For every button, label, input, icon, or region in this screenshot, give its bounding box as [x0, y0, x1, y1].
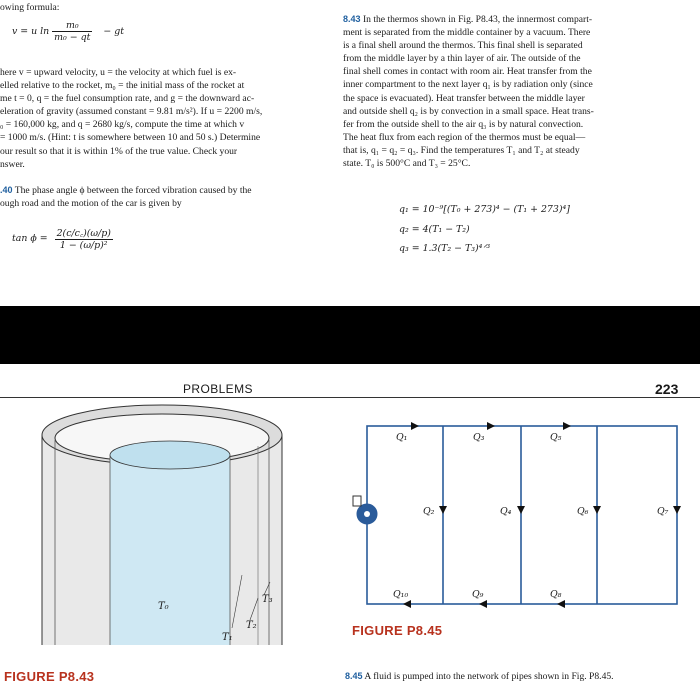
pipe-label-q5: Q₅: [550, 432, 562, 443]
pipe-label-q2: Q₂: [423, 506, 435, 517]
thermos-label-t1: T₁: [222, 632, 233, 643]
rocket-paragraph: [0, 66, 330, 171]
heat-equation: q₁ = 10⁻⁹[(T₀ + 273)⁴ − (T₁ + 273)⁴]: [399, 204, 570, 215]
paragraph-line: The heat flux from each region of the thermos must be equal—: [343, 131, 586, 143]
thermos-label-t3: T₃: [262, 594, 273, 605]
paragraph-line: inner compartment to the next layer q₁ is by radiation only (since: [343, 79, 593, 91]
heat-equation: q₃ = 1.3(T₂ − T₃)⁴ᐟ³: [399, 243, 491, 254]
paragraph-line: fer from the outside shell to the air q₃ is by natural convection.: [343, 118, 584, 130]
paragraph-line: from the middle layer by a thin layer of air. The outside of the: [343, 53, 581, 65]
phase-eq-lhs: tan ϕ =: [12, 233, 48, 244]
problem-845: [345, 670, 690, 683]
pipe-label-q4: Q₄: [500, 506, 512, 517]
phase-eq-denominator: 1 − (ω/p)²: [59, 240, 108, 251]
problem-number: .40: [0, 185, 13, 195]
paragraph-line: here v = upward velocity, u = the velocity at which fuel is ex-: [0, 67, 237, 78]
pump: [353, 496, 377, 524]
pipe-label-q3: Q₃: [473, 432, 485, 443]
pipe-label-q9: Q₉: [472, 589, 484, 600]
thermos-label-t0: T₀: [158, 601, 169, 612]
paragraph-line: A fluid is pumped into the network of pipes shown in Fig. P8.45.: [364, 671, 614, 682]
inner-compartment: [110, 455, 230, 645]
paragraph-line: ough road and the motion of the car is given by: [0, 198, 182, 210]
paragraph-line: elled relative to the rocket, m₀ = the initial mass of the rocket at: [0, 80, 245, 92]
arrow-icon: [439, 506, 447, 514]
figure-p845-caption: FIGURE P8.45: [352, 623, 443, 638]
flow-arrows: [403, 422, 681, 608]
heat-equations: [399, 200, 570, 259]
problem-840: [0, 184, 330, 210]
paragraph-line: = 1000 m/s. (Hint: t is somewhere between 10 and 50 s.) Determine: [0, 132, 261, 144]
rocket-eq-lhs: v = u ln: [12, 26, 50, 37]
paragraph-line: state. T₀ is 500°C and T₃ = 25°C.: [343, 158, 471, 170]
pipe-label-q8: Q₈: [550, 589, 562, 600]
inner-compartment-top: [110, 441, 230, 469]
arrow-icon: [479, 600, 487, 608]
arrow-icon: [403, 600, 411, 608]
arrow-icon: [673, 506, 681, 514]
problem-number: 8.45: [345, 671, 363, 681]
paragraph-line: that is, q₁ = q₂ = q₃. Find the temperatures T₁ and T₂ at steady: [343, 144, 580, 156]
rocket-eq-numerator: m₀: [52, 20, 92, 32]
paragraph-line: is a final shell around the thermos. This final shell is separated: [343, 40, 583, 52]
page-separator-band: [0, 306, 700, 364]
phase-angle-equation: [12, 226, 113, 251]
paragraph-line: eleration of gravity (assumed constant = 9.81 m/s²). If u = 2200 m/s,: [0, 106, 263, 118]
paragraph-line: nswer.: [0, 158, 25, 170]
paragraph-line: the space is evacuated). Heat transfer between the middle layer: [343, 92, 585, 104]
thermos-label-t2: T₂: [246, 620, 257, 631]
arrow-icon: [517, 506, 525, 514]
rocket-eq-tail: − gt: [103, 26, 124, 37]
problem-843: [343, 13, 676, 170]
section-heading-fragment: owing formula:: [0, 2, 60, 13]
arrow-icon: [563, 422, 571, 430]
arrow-icon: [557, 600, 565, 608]
arrow-icon: [487, 422, 495, 430]
pipe-label-q6: Q₆: [577, 506, 589, 517]
problem-number: 8.43: [343, 14, 361, 24]
paragraph-line: our result so that it is within 1% of the true value. Check your: [0, 145, 238, 157]
arrow-icon: [593, 506, 601, 514]
paragraph-line: ment is separated from the middle container by a vacuum. There: [343, 27, 591, 39]
header-rule: [0, 397, 700, 398]
paragraph-line: me t = 0, q = the fuel consumption rate, and g = the downward ac-: [0, 93, 255, 105]
rocket-eq-denominator: m₀ − qt: [54, 32, 91, 43]
thermos-figure: [0, 400, 320, 655]
paragraph-line: final shell comes in contact with room air. Heat transfer from the: [343, 66, 592, 78]
rocket-equation: [12, 20, 124, 43]
pipe-label-q10: Q₁₀: [393, 589, 409, 600]
paragraph-line: and outside shell q₂ is by convection in a small space. Heat trans-: [343, 105, 594, 117]
pipe-label-q1: Q₁: [396, 432, 408, 443]
phase-eq-numerator: 2(c/c꜀)(ω/p): [56, 228, 111, 239]
pipe-outer-loop: [367, 426, 677, 604]
pipe-label-q7: Q₇: [657, 506, 669, 517]
paragraph-line: ₀ = 160,000 kg, and q = 2680 kg/s, compute the time at which v: [0, 119, 245, 131]
arrow-icon: [411, 422, 419, 430]
paragraph-line: In the thermos shown in Fig. P8.43, the innermost compart-: [362, 14, 593, 25]
heat-equation: q₂ = 4(T₁ − T₂): [399, 223, 470, 235]
running-header-title: PROBLEMS: [183, 382, 253, 396]
paragraph-line: The phase angle ϕ between the forced vibration caused by the: [14, 185, 252, 196]
figure-p843-caption: FIGURE P8.43: [4, 669, 95, 684]
page-number: 223: [655, 381, 679, 397]
